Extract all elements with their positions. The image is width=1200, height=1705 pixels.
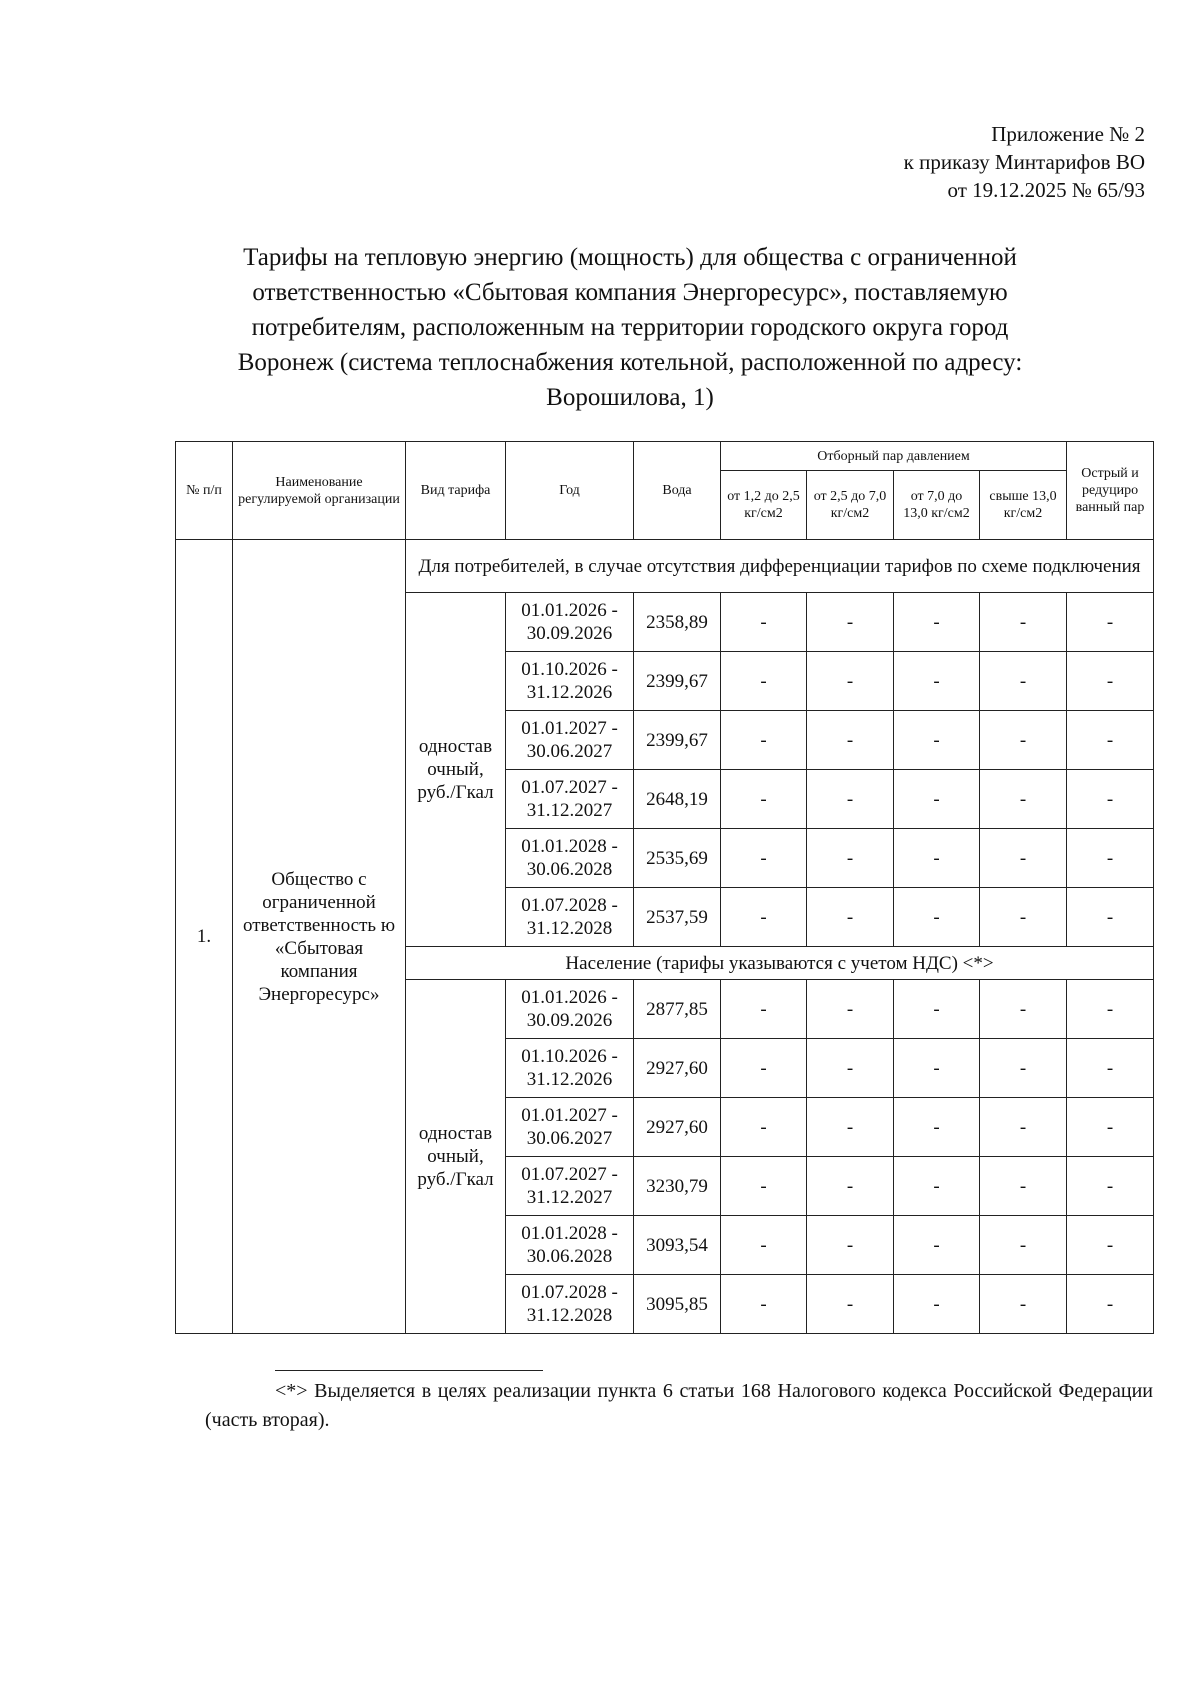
period-cell: 01.07.2027 - 31.12.2027: [506, 1157, 634, 1216]
period-cell: 01.07.2028 - 31.12.2028: [506, 1275, 634, 1334]
pressure-4-cell: -: [980, 652, 1067, 711]
pressure-4-cell: -: [980, 770, 1067, 829]
period-cell: 01.07.2027 - 31.12.2027: [506, 770, 634, 829]
col-header-pressure-3: от 7,0 до 13,0 кг/см2: [894, 471, 980, 540]
col-header-year: Год: [506, 442, 634, 540]
appendix-header: [904, 120, 1145, 204]
section-title-consumers: Для потребителей, в случае отсутствия дифференциации тарифов по схеме подключения: [406, 540, 1154, 593]
appendix-number: Приложение № 2: [991, 122, 1145, 146]
sharp-steam-cell: -: [1067, 770, 1154, 829]
pressure-3-cell: -: [894, 980, 980, 1039]
pressure-3-cell: -: [894, 770, 980, 829]
organization-name-cell: Общество с ограниченной ответственность ю «Сбытовая компания Энергоресурс»: [233, 540, 406, 1334]
pressure-2-cell: -: [807, 770, 894, 829]
pressure-2-cell: -: [807, 593, 894, 652]
sharp-steam-cell: -: [1067, 593, 1154, 652]
pressure-1-cell: -: [721, 652, 807, 711]
table-header-row: [176, 442, 1154, 471]
col-header-organization: Наименование регулируемой организации: [233, 442, 406, 540]
pressure-3-cell: -: [894, 593, 980, 652]
pressure-1-cell: -: [721, 770, 807, 829]
sharp-steam-cell: -: [1067, 1275, 1154, 1334]
document-title: Тарифы на тепловую энергию (мощность) для общества с ограниченной ответственностью «Сбытовая компания Энергоресурс», поставляемую потребителям, расположенным на территории городского округа город Воронеж (система теплоснабжения котельной, расположенной по адресу: Ворошилова, 1): [237, 244, 1023, 411]
pressure-4-cell: -: [980, 1039, 1067, 1098]
pressure-4-cell: -: [980, 829, 1067, 888]
pressure-2-cell: -: [807, 1039, 894, 1098]
pressure-4-cell: -: [980, 980, 1067, 1039]
pressure-1-cell: -: [721, 593, 807, 652]
pressure-3-cell: -: [894, 1039, 980, 1098]
footnote-divider: [275, 1370, 543, 1371]
pressure-3-cell: -: [894, 711, 980, 770]
pressure-2-cell: -: [807, 1275, 894, 1334]
period-cell: 01.01.2026 - 30.09.2026: [506, 593, 634, 652]
section-title-population: Население (тарифы указываются с учетом НДС) <*>: [406, 947, 1154, 980]
period-cell: 01.10.2026 - 31.12.2026: [506, 1039, 634, 1098]
col-header-steam-group: Отборный пар давлением: [721, 442, 1067, 471]
sharp-steam-cell: -: [1067, 1157, 1154, 1216]
water-tariff-cell: 2648,19: [634, 770, 721, 829]
water-tariff-cell: 2358,89: [634, 593, 721, 652]
pressure-3-cell: -: [894, 1275, 980, 1334]
water-tariff-cell: 2399,67: [634, 652, 721, 711]
sharp-steam-cell: -: [1067, 1039, 1154, 1098]
pressure-1-cell: -: [721, 1275, 807, 1334]
pressure-1-cell: -: [721, 1039, 807, 1098]
period-cell: 01.01.2027 - 30.06.2027: [506, 1098, 634, 1157]
pressure-1-cell: -: [721, 1157, 807, 1216]
col-header-water: Вода: [634, 442, 721, 540]
pressure-1-cell: -: [721, 1098, 807, 1157]
tariff-table: [175, 441, 1154, 1334]
pressure-1-cell: -: [721, 980, 807, 1039]
pressure-2-cell: -: [807, 829, 894, 888]
sharp-steam-cell: -: [1067, 1216, 1154, 1275]
pressure-2-cell: -: [807, 711, 894, 770]
pressure-2-cell: -: [807, 1098, 894, 1157]
footnote-text: <*> Выделяется в целях реализации пункта 6 статьи 168 Налогового кодекса Российской Федерации (часть вторая).: [205, 1380, 1153, 1431]
col-header-sharp-steam: Острый и редуциро ванный пар: [1067, 442, 1154, 540]
water-tariff-cell: 3095,85: [634, 1275, 721, 1334]
sharp-steam-cell: -: [1067, 711, 1154, 770]
sharp-steam-cell: -: [1067, 652, 1154, 711]
pressure-1-cell: -: [721, 1216, 807, 1275]
pressure-4-cell: -: [980, 593, 1067, 652]
water-tariff-cell: 2537,59: [634, 888, 721, 947]
section-row: [176, 540, 1154, 593]
pressure-4-cell: -: [980, 1098, 1067, 1157]
period-cell: 01.01.2026 - 30.09.2026: [506, 980, 634, 1039]
water-tariff-cell: 2927,60: [634, 1039, 721, 1098]
col-header-number: № п/п: [176, 442, 233, 540]
pressure-2-cell: -: [807, 1216, 894, 1275]
pressure-4-cell: -: [980, 1216, 1067, 1275]
period-cell: 01.01.2028 - 30.06.2028: [506, 829, 634, 888]
pressure-1-cell: -: [721, 711, 807, 770]
pressure-4-cell: -: [980, 888, 1067, 947]
pressure-4-cell: -: [980, 1157, 1067, 1216]
sharp-steam-cell: -: [1067, 980, 1154, 1039]
pressure-2-cell: -: [807, 980, 894, 1039]
pressure-1-cell: -: [721, 888, 807, 947]
pressure-2-cell: -: [807, 652, 894, 711]
row-number-cell: 1.: [176, 540, 233, 1334]
pressure-3-cell: -: [894, 829, 980, 888]
sharp-steam-cell: -: [1067, 829, 1154, 888]
pressure-3-cell: -: [894, 888, 980, 947]
sharp-steam-cell: -: [1067, 888, 1154, 947]
pressure-3-cell: -: [894, 1098, 980, 1157]
period-cell: 01.01.2027 - 30.06.2027: [506, 711, 634, 770]
period-cell: 01.10.2026 - 31.12.2026: [506, 652, 634, 711]
tariff-type-cell: одностав очный, руб./Гкал: [406, 593, 506, 947]
pressure-2-cell: -: [807, 888, 894, 947]
water-tariff-cell: 2927,60: [634, 1098, 721, 1157]
pressure-3-cell: -: [894, 1216, 980, 1275]
period-cell: 01.01.2028 - 30.06.2028: [506, 1216, 634, 1275]
tariff-type-cell: одностав очный, руб./Гкал: [406, 980, 506, 1334]
water-tariff-cell: 2535,69: [634, 829, 721, 888]
col-header-pressure-4: свыше 13,0 кг/см2: [980, 471, 1067, 540]
pressure-3-cell: -: [894, 652, 980, 711]
water-tariff-cell: 3093,54: [634, 1216, 721, 1275]
pressure-1-cell: -: [721, 829, 807, 888]
pressure-2-cell: -: [807, 1157, 894, 1216]
pressure-4-cell: -: [980, 1275, 1067, 1334]
order-reference: к приказу Минтарифов ВО: [903, 150, 1145, 174]
water-tariff-cell: 3230,79: [634, 1157, 721, 1216]
water-tariff-cell: 2399,67: [634, 711, 721, 770]
col-header-tariff-type: Вид тарифа: [406, 442, 506, 540]
pressure-4-cell: -: [980, 711, 1067, 770]
period-cell: 01.07.2028 - 31.12.2028: [506, 888, 634, 947]
order-date: от 19.12.2025 № 65/93: [947, 178, 1145, 202]
sharp-steam-cell: -: [1067, 1098, 1154, 1157]
col-header-pressure-1: от 1,2 до 2,5 кг/см2: [721, 471, 807, 540]
col-header-pressure-2: от 2,5 до 7,0 кг/см2: [807, 471, 894, 540]
water-tariff-cell: 2877,85: [634, 980, 721, 1039]
pressure-3-cell: -: [894, 1157, 980, 1216]
